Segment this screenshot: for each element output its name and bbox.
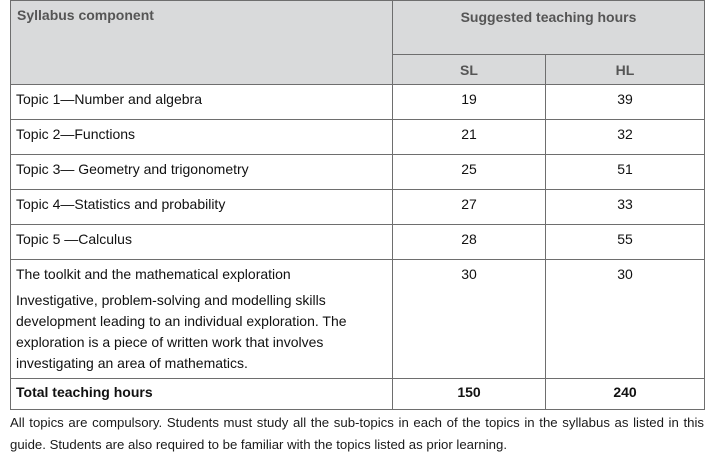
table-row-toolkit xyxy=(11,260,705,379)
header-suggested-teaching-hours: Suggested teaching hours xyxy=(393,1,705,55)
row-component: Topic 2—Functions xyxy=(11,120,393,155)
table-row-total xyxy=(11,379,705,410)
row-sl-hours: 27 xyxy=(393,190,546,225)
header-syllabus-component: Syllabus component xyxy=(11,1,393,85)
row-hl-hours: 33 xyxy=(546,190,705,225)
total-label: Total teaching hours xyxy=(11,379,393,410)
header-hl: HL xyxy=(546,55,705,85)
row-hl-hours: 51 xyxy=(546,155,705,190)
table-row-topic-1 xyxy=(11,85,705,120)
row-sl-hours: 28 xyxy=(393,225,546,260)
toolkit-component xyxy=(11,260,393,379)
total-sl-hours: 150 xyxy=(393,379,546,410)
toolkit-description: Investigative, problem-solving and modelling skills development leading to an individual exploration. The exploration is a piece of written work that involves investigating an area of mathematics. xyxy=(16,292,347,371)
syllabus-table xyxy=(10,0,705,410)
table-row-topic-3 xyxy=(11,155,705,190)
row-sl-hours: 19 xyxy=(393,85,546,120)
toolkit-hl-hours: 30 xyxy=(546,260,705,379)
header-sl: SL xyxy=(393,55,546,85)
compulsory-note: All topics are compulsory. Students must study all the sub-topics in each of the topics in the syllabus as listed in this guide. Students are also required to be familiar with the topics listed as prior learning. xyxy=(10,415,704,453)
toolkit-title: The toolkit and the mathematical exploration xyxy=(16,266,291,282)
table-row-topic-5 xyxy=(11,225,705,260)
row-component: Topic 3— Geometry and trigonometry xyxy=(11,155,393,190)
row-sl-hours: 21 xyxy=(393,120,546,155)
syllabus-table-container xyxy=(10,0,704,410)
table-row-topic-2 xyxy=(11,120,705,155)
row-component: Topic 1—Number and algebra xyxy=(11,85,393,120)
toolkit-sl-hours: 30 xyxy=(393,260,546,379)
total-hl-hours: 240 xyxy=(546,379,705,410)
row-hl-hours: 55 xyxy=(546,225,705,260)
row-sl-hours: 25 xyxy=(393,155,546,190)
row-hl-hours: 39 xyxy=(546,85,705,120)
row-component: Topic 4—Statistics and probability xyxy=(11,190,393,225)
row-hl-hours: 32 xyxy=(546,120,705,155)
row-component: Topic 5 —Calculus xyxy=(11,225,393,260)
table-row-topic-4 xyxy=(11,190,705,225)
